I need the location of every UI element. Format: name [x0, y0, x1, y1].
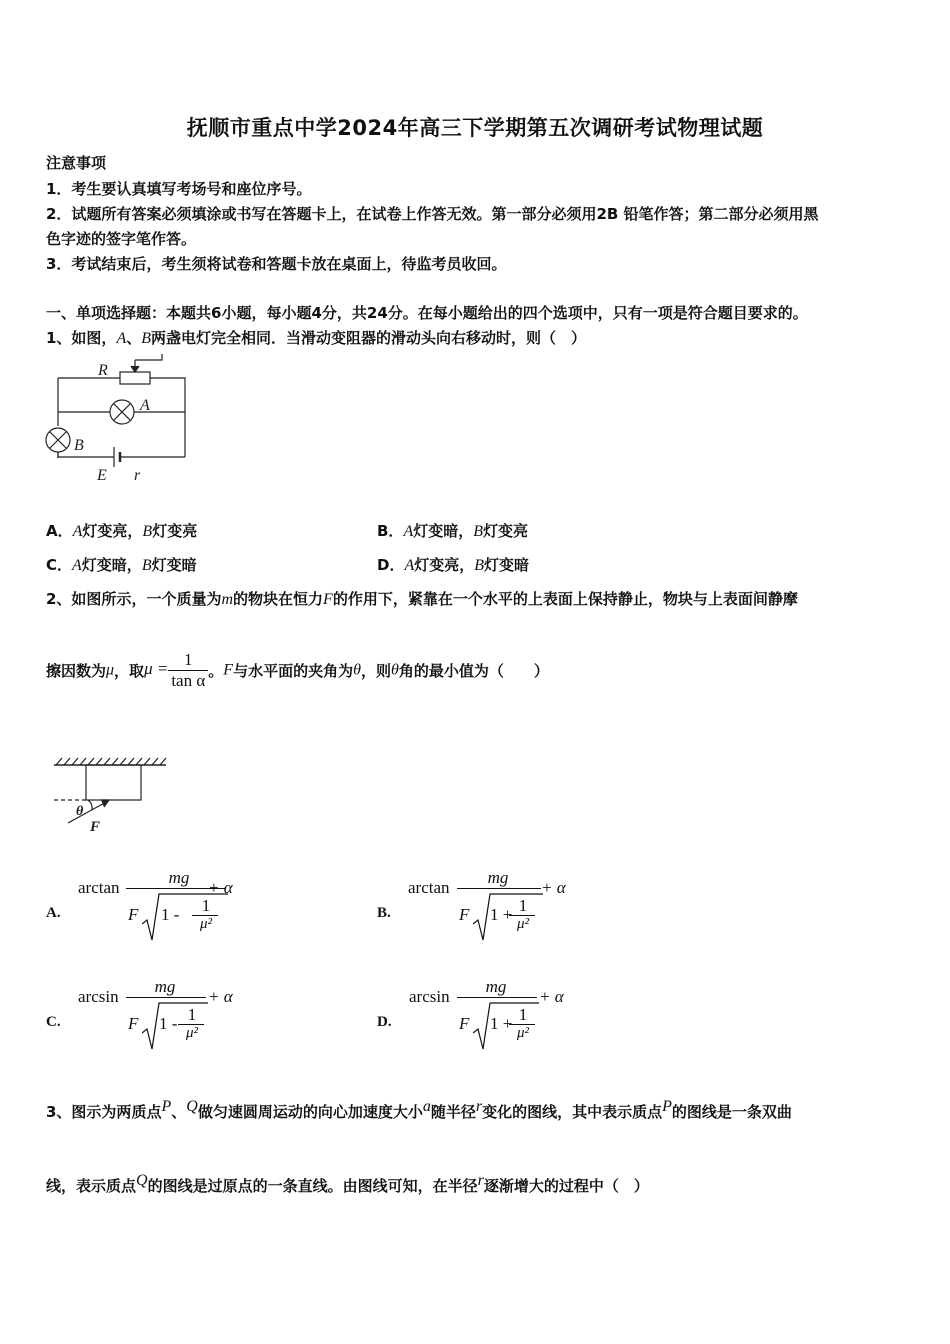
- option-tail: + α: [541, 878, 566, 897]
- question-3-stem-line2: 线，表示质点$^Q$的图线是过原点的一条直线。由图线可知，在半径$^r$逐渐增大的过程中（ ）: [46, 1172, 649, 1195]
- option-F: F: [128, 1014, 139, 1033]
- option-num: mg: [487, 868, 509, 887]
- fraction-bar: [457, 997, 537, 998]
- option-one: 1: [187, 1005, 197, 1024]
- option-fn: arctan: [78, 878, 120, 897]
- fraction-bar: [457, 888, 541, 889]
- circuit-diagram: [40, 352, 200, 492]
- q1-option-c[interactable]: C．A灯变暗，B灯变暗: [46, 556, 197, 574]
- section-heading: 一、单项选择题：本题共6小题，每小题4分，共24分。在每小题给出的四个选项中，只有一项是符合题目要求的。: [46, 304, 808, 322]
- question-1-stem: 1、如图，A、B两盏电灯完全相同．当滑动变阻器的滑动头向右移动时，则（ ）: [46, 329, 587, 347]
- option-one: 1: [518, 1005, 528, 1024]
- label-theta: θ: [76, 804, 84, 819]
- label-R: R: [98, 362, 108, 379]
- option-mu2: μ²: [185, 1025, 199, 1041]
- q2-option-c[interactable]: [46, 977, 346, 1057]
- notice-heading: 注意事项: [46, 154, 107, 172]
- option-tail: + α: [208, 987, 233, 1006]
- q2-option-a[interactable]: [46, 868, 346, 948]
- option-inner: 1 -: [161, 905, 180, 924]
- force-diagram: [48, 755, 178, 840]
- option-F: F: [459, 905, 470, 924]
- q2-option-b[interactable]: [377, 868, 677, 948]
- option-one: 1: [201, 896, 211, 915]
- option-fn: arcsin: [409, 987, 450, 1006]
- label-B: B: [74, 437, 84, 454]
- option-num: mg: [154, 977, 176, 996]
- option-mu2: μ²: [516, 916, 530, 932]
- option-fn: arctan: [408, 878, 450, 897]
- page-title: 抚顺市重点中学2024年高三下学期第五次调研考试物理试题: [186, 116, 764, 140]
- label-r: r: [134, 467, 141, 484]
- question-3-stem-line1: 3、图示为两质点$^P$、$^Q$做匀速圆周运动的向心加速度大小$^a$随半径$^r$变化的图线，其中表示质点$^P$的图线是一条双曲: [46, 1098, 792, 1121]
- option-inner: 1 +: [490, 1014, 513, 1033]
- option-label: D.: [377, 1014, 392, 1030]
- question-2-stem-line2: 擦因数为μ，取μ = $\frac{1}{\text{tan α}}$ 。F与水平面的夹角为θ，则θ角的最小值为（ ）: [46, 650, 549, 690]
- option-tail: + α: [208, 878, 233, 897]
- option-one: 1: [518, 896, 528, 915]
- option-label: B.: [377, 905, 391, 921]
- q1-option-b[interactable]: B．A灯变暗，B灯变亮: [377, 522, 529, 540]
- label-F: F: [90, 819, 101, 835]
- notice-item: 3．考试结束后，考生须将试卷和答题卡放在桌面上，待监考员收回。: [46, 255, 507, 273]
- option-inner: 1 -: [159, 1014, 178, 1033]
- option-mu2: μ²: [516, 1025, 530, 1041]
- fraction-bar: [126, 997, 206, 998]
- q1-option-d[interactable]: D．A灯变亮，B灯变暗: [377, 556, 530, 574]
- option-fn: arcsin: [78, 987, 119, 1006]
- option-tail: + α: [539, 987, 564, 1006]
- question-2-stem-line1: 2、如图所示，一个质量为m的物块在恒力F的作用下，紧靠在一个水平的上表面上保持静止，物块与上表面间静摩: [46, 590, 798, 608]
- option-F: F: [459, 1014, 470, 1033]
- label-A: A: [140, 397, 150, 414]
- option-mu2: μ²: [199, 916, 213, 932]
- notice-item: 色字迹的签字笔作答。: [46, 230, 197, 248]
- option-num: mg: [485, 977, 507, 996]
- label-E: E: [97, 467, 107, 484]
- option-label: A.: [46, 905, 61, 921]
- option-label: C.: [46, 1014, 61, 1030]
- notice-item: 2．试题所有答案必须填涂或书写在答题卡上，在试卷上作答无效。第一部分必须用2B 铅笔作答；第二部分必须用黑: [46, 205, 819, 223]
- option-inner: 1 +: [490, 905, 513, 924]
- option-num: mg: [168, 868, 190, 887]
- q2-option-d[interactable]: [377, 977, 677, 1057]
- q1-option-a[interactable]: A．A灯变亮，B灯变亮: [46, 522, 198, 540]
- option-F: F: [128, 905, 139, 924]
- notice-item: 1．考生要认真填写考场号和座位序号。: [46, 180, 312, 198]
